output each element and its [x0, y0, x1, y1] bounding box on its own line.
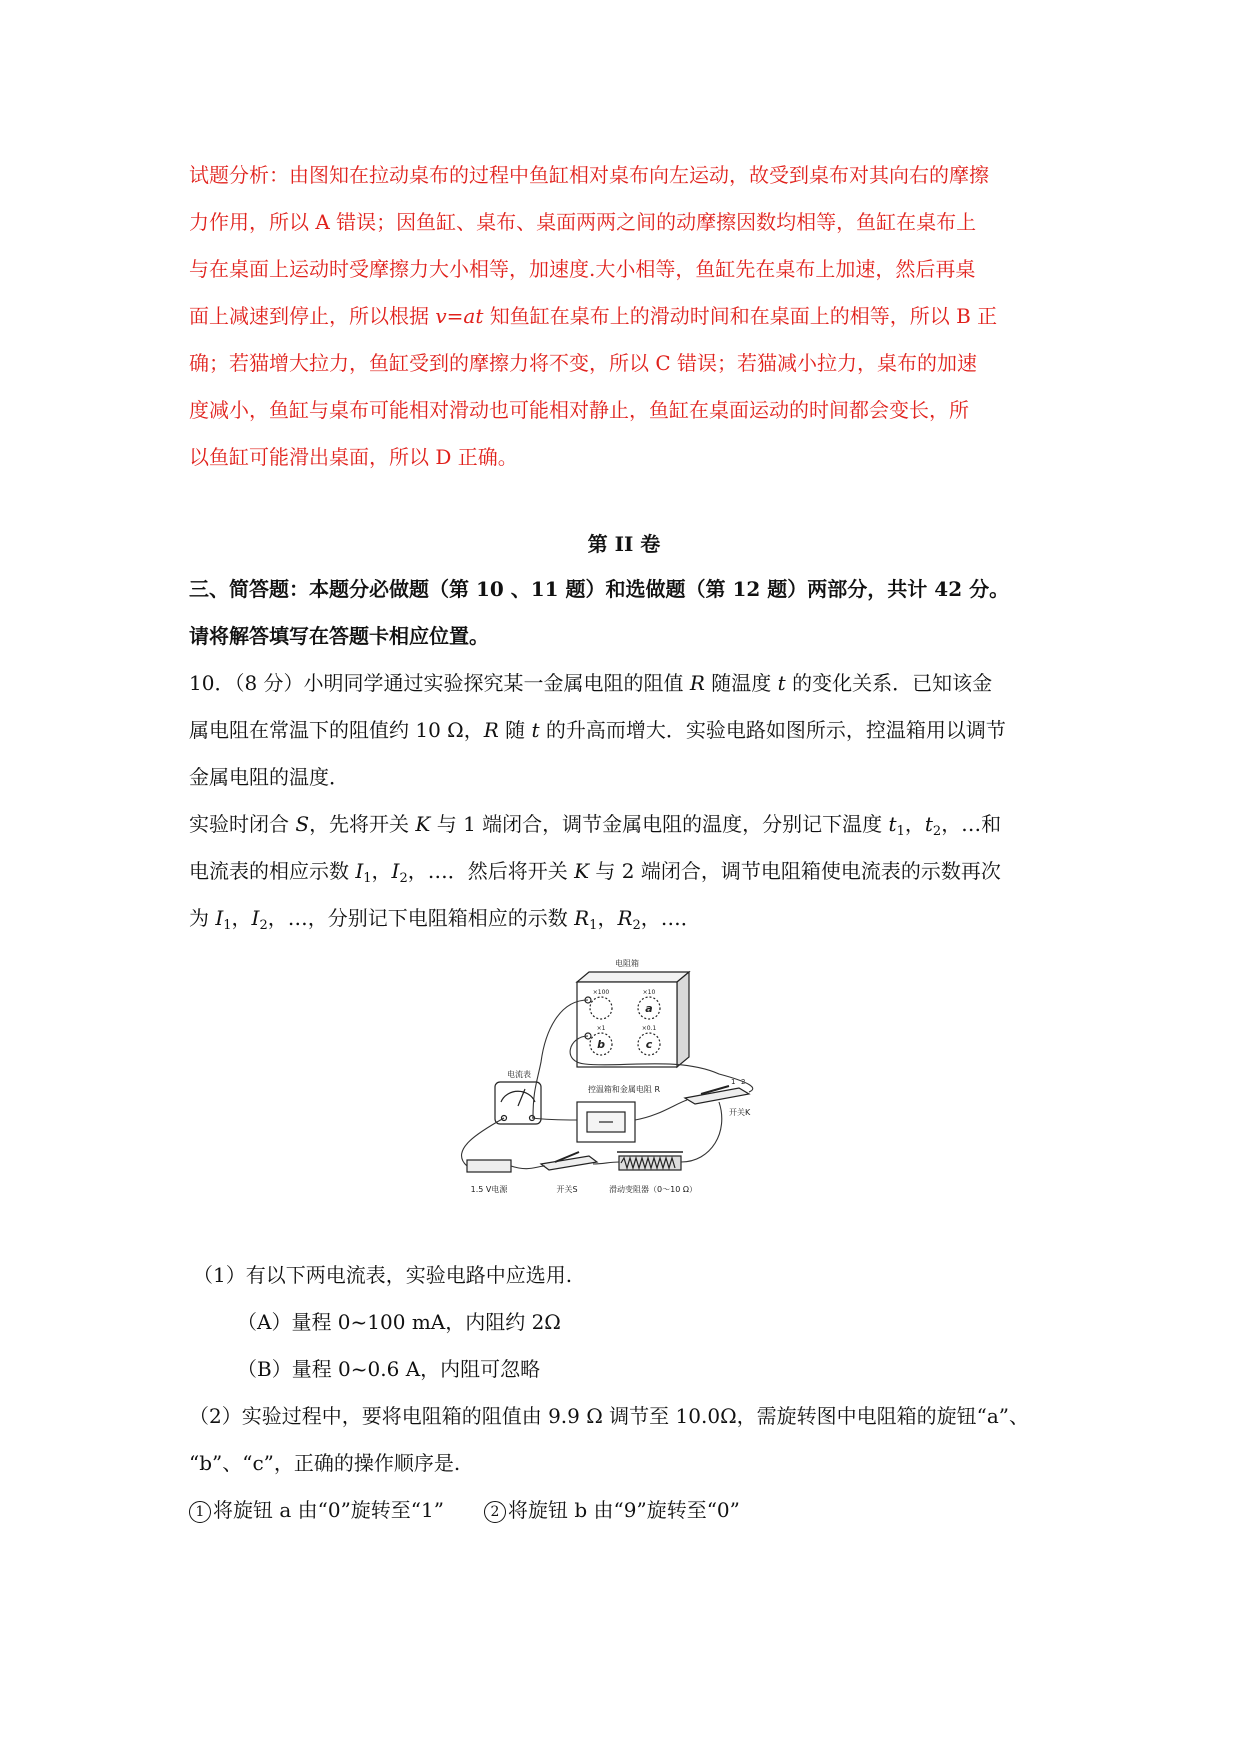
- sub-question-2-line: “b”、“c”，正确的操作顺序是.: [189, 1451, 461, 1475]
- step-1: 将旋钮 a 由“0”旋转至“1”: [213, 1498, 444, 1522]
- resistance-box-label: 电阻箱: [615, 959, 639, 968]
- section-instruction: 请将解答填写在答题卡相应位置。: [189, 624, 489, 648]
- dial-label: ×10: [642, 989, 656, 996]
- analysis-line: 度减小，鱼缸与桌布可能相对滑动也可能相对静止，鱼缸在桌面运动的时间都会变长，所: [189, 398, 969, 422]
- switch-s-label: 开关S: [556, 1185, 578, 1194]
- dial-label: ×1: [596, 1025, 606, 1032]
- option-b: （B）量程 0~0.6 A，内阻可忽略: [237, 1357, 541, 1381]
- question-10-line: 10．（8 分）小明同学通过实验探究某一金属电阻的阻值 R 随温度 t 的变化关系．已知该金: [189, 671, 993, 695]
- dial-label: ×100: [592, 989, 610, 996]
- volume-title: 第 II 卷: [587, 532, 661, 556]
- analysis-text: 知鱼缸在桌布上的滑动时间和在桌面上的相等，所以 B 正: [483, 304, 998, 328]
- operation-steps: [189, 1487, 1059, 1534]
- sub-question-1-stem: （1）有以下两电流表，实验电路中应选用.: [193, 1263, 573, 1287]
- analysis-line: 与在桌面上运动时受摩擦力大小相等，加速度.大小相等，鱼缸先在桌布上加速，然后再桌: [189, 257, 976, 281]
- analysis-text: 面上减速到停止，所以根据: [189, 304, 436, 328]
- analysis-line: 力作用，所以 A 错误；因鱼缸、桌布、桌面两两之间的动摩擦因数均相等，鱼缸在桌布上: [189, 210, 977, 234]
- thermostat-box: [577, 1084, 660, 1142]
- resistance-box: [577, 958, 689, 1067]
- power-supply: [467, 1160, 511, 1194]
- svg-text:a: a: [645, 1002, 653, 1015]
- rheostat-label: 滑动变阻器（0～10 Ω）: [609, 1185, 697, 1194]
- sub-question-2-line: （2）实验过程中，要将电阻箱的阻值由 9.9 Ω 调节至 10.0Ω，需旋转图中电阻箱的旋钮“a”、: [189, 1404, 1030, 1428]
- analysis-block: [189, 152, 1059, 481]
- question-10-line: 为 $I_1$，$I_2$，…，分别记下电阻箱相应的示数 $R_1$，$R_2$，…．: [189, 906, 701, 933]
- switch-s: [541, 1152, 597, 1194]
- formula-v-at: v=at: [435, 304, 484, 328]
- analysis-line: [189, 293, 1059, 340]
- analysis-line: 以鱼缸可能滑出桌面，所以 D 正确。: [189, 445, 518, 469]
- ammeter-label: 电流表: [507, 1070, 531, 1079]
- thermostat-label: 控温箱和金属电阻 R: [587, 1085, 661, 1094]
- circuit-figure: [189, 952, 1059, 1252]
- question-10-line: 实验时闭合 S，先将开关 K 与 1 端闭合，调节金属电阻的温度，分别记下温度 $t_1$，$t_2$，…和: [189, 812, 1002, 839]
- question-10-line: 金属电阻的温度．: [189, 765, 349, 789]
- svg-text:b: b: [597, 1038, 605, 1051]
- power-label: 1.5 V电源: [470, 1185, 508, 1194]
- option-a: （A）量程 0~100 mA，内阻约 2Ω: [237, 1310, 561, 1334]
- section-heading: 三、简答题：本题分必做题（第 10 、11 题）和选做题（第 12 题）两部分，共计 42 分。: [189, 577, 1010, 601]
- dial-label: ×0.1: [641, 1025, 657, 1032]
- analysis-line: 试题分析：由图知在拉动桌布的过程中鱼缸相对桌布向左运动，故受到桌布对其向右的摩擦: [189, 163, 989, 187]
- rheostat: [609, 1152, 697, 1194]
- switch-k-label: 开关K: [729, 1108, 751, 1117]
- switch-k: [685, 1078, 751, 1117]
- circled-number: 1: [189, 1501, 211, 1523]
- question-10-line: 电流表的相应示数 $I_1$，$I_2$，…．然后将开关 K 与 2 端闭合，调节电阻箱使电流表的示数再次: [189, 859, 1001, 886]
- circled-number: 2: [484, 1501, 506, 1523]
- page-content: [189, 152, 1059, 1534]
- analysis-line: 确；若猫增大拉力，鱼缸受到的摩擦力将不变，所以 C 错误；若猫减小拉力，桌布的加速: [189, 351, 978, 375]
- svg-text:c: c: [645, 1038, 653, 1051]
- circuit-diagram: [449, 952, 789, 1252]
- svg-text:1: 1: [731, 1078, 736, 1086]
- svg-text:2: 2: [741, 1078, 746, 1086]
- question-10-line: 属电阻在常温下的阻值约 10 Ω，R 随 t 的升高而增大．实验电路如图所示，控温箱用以调节: [189, 718, 1006, 742]
- step-2: 将旋钮 b 由“9”旋转至“0”: [508, 1498, 740, 1522]
